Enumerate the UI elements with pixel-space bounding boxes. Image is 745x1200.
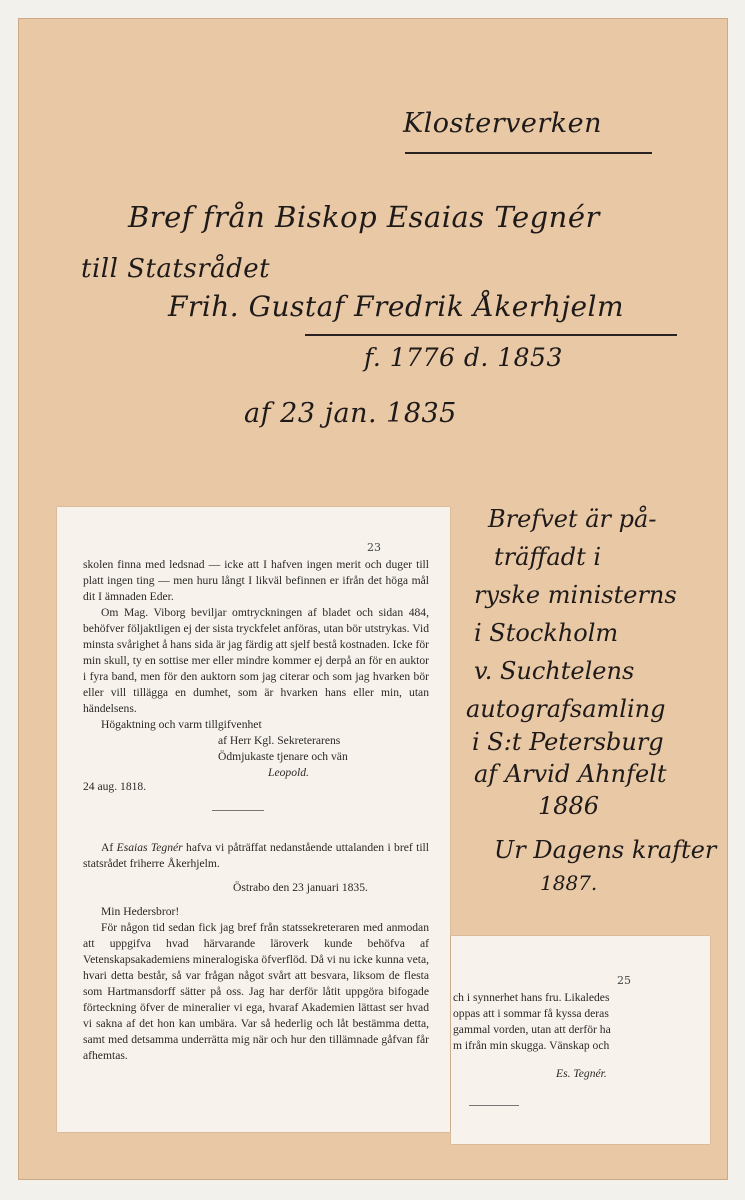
handwritten-note-line: af Arvid Ahnfelt xyxy=(474,760,667,788)
handwritten-recipient: Frih. Gustaf Fredrik Åkerhjelm xyxy=(168,290,625,323)
page-number: 23 xyxy=(367,541,381,554)
signature: Leopold. xyxy=(268,766,309,779)
handwritten-letter-date: af 23 jan. 1835 xyxy=(244,398,457,429)
newspaper-clipping-page-25 xyxy=(451,936,710,1144)
signature: Es. Tegnér. xyxy=(556,1067,607,1080)
text-line: m ifrån min skugga. Vänskap och xyxy=(453,1039,610,1052)
handwritten-note-line: ryske ministerns xyxy=(474,581,677,609)
salutation: Min Hedersbror! xyxy=(101,905,180,918)
intro-text: hafva vi påträffat nedanstående uttalanden i bref till statsrådet friherre Åkerhjelm. xyxy=(83,841,429,870)
closing-line: Högaktning och varm tillgifvenhet xyxy=(101,718,262,731)
clipping-text-top xyxy=(83,557,429,781)
text-line: oppas att i sommar få kyssa deras xyxy=(453,1007,609,1020)
intro-text: Af xyxy=(101,841,117,854)
recipient-underline xyxy=(305,334,677,336)
place-date: Östrabo den 23 januari 1835. xyxy=(233,881,368,894)
closing-line: Ödmjukaste tjenare och vän xyxy=(218,750,348,763)
title-underline xyxy=(405,152,652,154)
handwritten-note-line: Brefvet är på- xyxy=(488,505,657,533)
handwritten-note-line: träffadt i xyxy=(494,543,602,571)
intro-paragraph xyxy=(83,840,429,872)
paragraph: Om Mag. Viborg beviljar omtryckningen af bladet och sidan 484, behöfver följaktligen ej der sista tryckfelet anföras, utan bör utstrykas. Vid minsta svårighet å hans sida är jag färdig att sjelf bestå kostnaden. Icke för min skull, ty en sottise mer eller mindre kommer ej derpå an för en auktor i fyra band, men för den auktorn som jag citerar och som jag hvarken bör eller vill tillägga en dumhet, som är hvarken hans eller min, utan händelsens. xyxy=(83,606,429,715)
handwritten-source-year: 1887. xyxy=(540,871,598,895)
divider xyxy=(212,810,264,811)
closing-line: af Herr Kgl. Sekreterarens xyxy=(218,734,341,747)
clipping-text xyxy=(453,990,673,1054)
author-name: Esaias Tegnér xyxy=(116,841,183,854)
letter-date: 24 aug. 1818. xyxy=(83,780,147,793)
paragraph: skolen finna med ledsnad — icke att I hafven ingen merit och duger till platt ingen ting — men huru långt I likväl befinnen er ifrån det höga mål dit I ämnaden Eder. xyxy=(83,558,429,603)
handwritten-note-line: autografsamling xyxy=(466,695,666,723)
handwritten-note-line: i S:t Petersburg xyxy=(472,728,664,756)
handwritten-note-line: 1886 xyxy=(538,792,600,820)
newspaper-clipping-page-23 xyxy=(57,507,450,1132)
letter-body: För någon tid sedan fick jag bref från statssekreteraren med anmodan att uppgifva hvad härvarande läroverk kunde behöfva af Vetenskapsakademiens mineralogiska öfverflöd. Då vi nu icke kunna veta, hvari detta består, så var frågan något svårt att besvara, liksom de flesta som Hartmansdorff sätter på oss. Jag har derför låtit uppgöra bifogade förteckning öfver de mineralier vi ega, hvaraf Akademien lättast ser hvad vi sakna af det hon kan umbära. Var så hederlig och låt bestämma detta, samt med detsamma underrätta mig när och hur den tillämnade gåfvan får afhemtas. xyxy=(83,921,429,1062)
handwritten-heading-line2: till Statsrådet xyxy=(81,254,271,284)
handwritten-title: Klosterverken xyxy=(403,108,603,139)
clipping-text-bottom xyxy=(83,840,429,1064)
divider xyxy=(469,1105,519,1106)
text-line: gammal vorden, utan att derför ha xyxy=(453,1023,611,1036)
handwritten-life-dates: f. 1776 d. 1853 xyxy=(364,343,563,372)
handwritten-heading-line1: Bref från Biskop Esaias Tegnér xyxy=(128,200,600,234)
handwritten-note-line: v. Suchtelens xyxy=(474,657,635,685)
page-number: 25 xyxy=(617,974,631,987)
text-line: ch i synnerhet hans fru. Likaledes xyxy=(453,991,610,1004)
handwritten-note-line: i Stockholm xyxy=(474,619,619,647)
handwritten-source: Ur Dagens krafter xyxy=(494,836,717,864)
